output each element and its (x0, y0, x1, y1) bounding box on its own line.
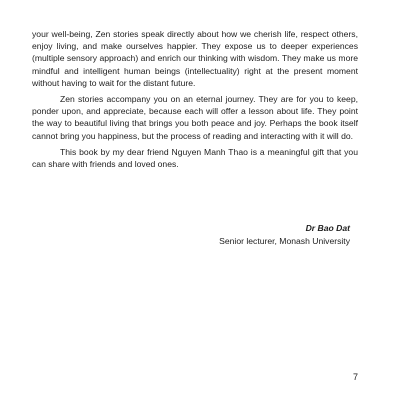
page-number: 7 (352, 372, 358, 382)
paragraph: This book by my dear friend Nguyen Manh Thao is a meaningful gift that you can share with friends and loved ones. (32, 146, 358, 170)
author-title: Senior lecturer, Monash University (219, 235, 350, 246)
body-text (32, 28, 358, 174)
author-name: Dr Bao Dat (305, 223, 350, 233)
signature-block (219, 222, 350, 247)
paragraph-continued: your well-being, Zen stories speak directly about how we cherish life, respect others, enjoy living, and make ourselves happier. They expose us to deeper experiences (multiple sensory approach) and enrich our thinking with wisdom. They make us more mindful and intelligent human beings (intellectuality) right at the present moment without having to wait for the distant future. (32, 29, 358, 88)
paragraph: Zen stories accompany you on an eternal journey. They are for you to keep, ponder upon, and appreciate, because each will offer a lesson about life. They point the way to beautiful living that brings you both peace and joy. Perhaps the book itself cannot bring you happiness, but the process of reading and interacting with it will do. (32, 94, 358, 141)
